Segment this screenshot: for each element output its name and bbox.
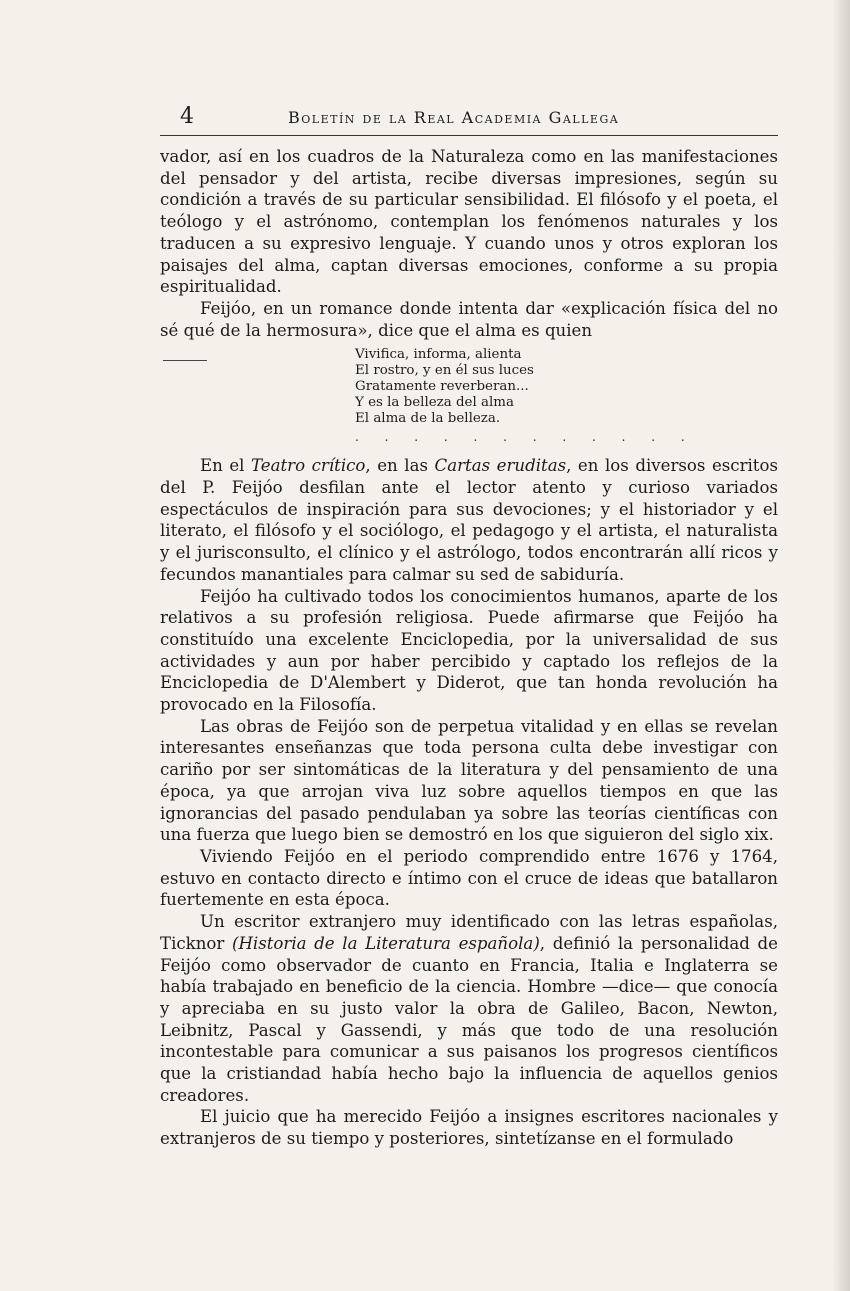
page-number: 4 bbox=[180, 104, 194, 129]
paragraph-4: Feijóo ha cultivado todos los conocimientos humanos, aparte de los relativos a su profesión religiosa. Puede afirmarse que Feijóo ha constituído una excelente Enciclopedia, por la universalidad de sus actividades y aun por haber percibido y captado los reflejos de la Enciclopedia de D'Alembert y Diderot, que tan honda revolución ha provocado en la Filosofía. bbox=[160, 586, 778, 715]
work-title: Cartas eruditas bbox=[434, 456, 567, 476]
page-header bbox=[160, 104, 780, 134]
scan-edge-shadow bbox=[832, 0, 850, 1291]
verse-quote bbox=[355, 347, 778, 427]
paragraph-1: vador, así en los cuadros de la Naturaleza como en las manifestaciones del pensador y del artista, recibe diversas impresiones, según su condición a través de su particular sensibilidad. El filósofo y el poeta, el teólogo y el astrónomo, contemplan los fenómenos naturales y los traducen a su expresivo lenguaje. Y cuando unos y otros exploran los paisajes del alma, captan diversas emociones, conforme a su propia espiritualidad. bbox=[160, 147, 778, 297]
text-run: , en las bbox=[365, 456, 435, 476]
paragraph-2: Feijóo, en un romance donde intenta dar «explicación física del no sé qué de la hermosura», dice que el alma es quien bbox=[160, 298, 778, 340]
text-run: En el bbox=[200, 456, 251, 476]
work-title: (Historia de la Literatura española) bbox=[231, 933, 540, 953]
work-title: Teatro crítico bbox=[251, 456, 366, 476]
paragraph-5: Las obras de Feijóo son de perpetua vitalidad y en ellas se revelan interesantes enseñanzas que toda persona culta debe investigar con cariño por ser sintomáticas de la literatura y del pensamiento de una época, ya que arrojan viva luz sobre aquellos tiempos en que las ignorancias del pasado pendulaban ya sobre las teorías científicas con una fuerza que luego bien se demostró en los que siguieron del siglo xix. bbox=[160, 716, 778, 845]
header-rule bbox=[160, 135, 778, 136]
paragraph-8: El juicio que ha merecido Feijóo a insignes escritores nacionales y extranjeros de su tiempo y posteriores, sintetízanse en el formulado bbox=[160, 1107, 778, 1149]
text-run: , definió la personalidad de Feijóo como observador de cuanto en Francia, Italia e Inglaterra se había trabajado en beneficio de la ciencia. Hombre —dice— que conocía y apreciaba en su justo valor la obra de Galileo, Bacon, Newton, Leibnitz, Pascal y Gassendi, y más que todo de una resolución incontestable para comunicar a sus paisanos los progresos científicos que la cristiandad había hecho bajo la influencia de aquellos genios creadores. bbox=[160, 933, 778, 1105]
text-run: , en los diversos escritos del P. Feijóo desfilan ante el lector atento y curioso variados espectáculos de inspiración para sus devociones; y el historiador y el literato, el filósofo y el sociólogo, el pedagogo y el artista, el naturalista y el jurisconsulto, el clínico y el astrólogo, todos encontrarán allí ricos y fecundos manantiales para calmar su sed de sabiduría. bbox=[160, 456, 778, 584]
text-run: Un escritor extranjero muy identificado con las letras españolas, Ticknor bbox=[160, 912, 778, 953]
verse-line: El rostro, y en él sus luces bbox=[355, 363, 534, 379]
verse-line: El alma de la belleza. bbox=[355, 411, 501, 427]
ellipsis-line: . . . . . . . . . . . . bbox=[355, 430, 696, 445]
running-title: Boletín de la Real Academia Gallega bbox=[288, 108, 620, 127]
paragraph-6: Viviendo Feijóo en el periodo comprendido entre 1676 y 1764, estuvo en contacto directo e íntimo con el cruce de ideas que batallaron fuertemente en esta época. bbox=[160, 846, 778, 910]
paragraph-3 bbox=[160, 455, 778, 585]
paragraph-7 bbox=[160, 911, 778, 1106]
body-text bbox=[160, 146, 778, 1150]
verse-line: Y es la belleza del alma bbox=[355, 395, 514, 411]
verse-line: Gratamente reverberan... bbox=[355, 379, 529, 395]
verse-line: Vivifica, informa, alienta bbox=[355, 347, 522, 363]
